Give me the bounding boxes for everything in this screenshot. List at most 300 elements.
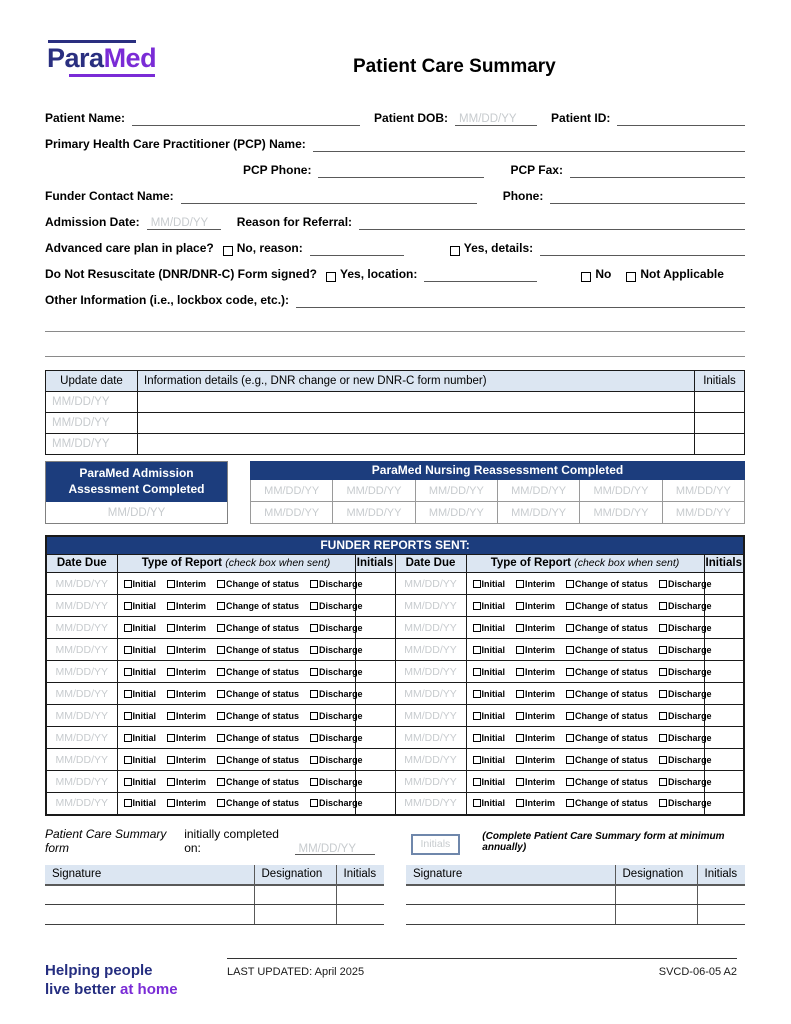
report-type-option (217, 601, 299, 611)
report-type-label: Interim (525, 754, 556, 765)
designation-cell[interactable] (254, 885, 336, 905)
report-type-checkbox[interactable] (473, 646, 481, 654)
dnr-question-label: Do Not Resuscitate (DNR/DNR-C) Form signed? (45, 267, 318, 282)
report-type-checkbox[interactable] (473, 690, 481, 698)
report-type-label: Initial (132, 798, 157, 809)
nursing-date-cell[interactable]: MM/DD/YY (415, 502, 497, 524)
report-type-checkbox[interactable] (217, 580, 225, 588)
signature-table-body (45, 885, 384, 925)
report-type-checkbox[interactable] (217, 646, 225, 654)
report-type-checkbox[interactable] (516, 668, 524, 676)
report-type-checkbox[interactable] (167, 734, 175, 742)
report-type-checkbox[interactable] (473, 580, 481, 588)
report-type-checkbox[interactable] (659, 756, 667, 764)
report-type-checkbox[interactable] (124, 756, 132, 764)
date-placeholder: MM/DD/YY (150, 217, 209, 229)
designation-cell[interactable] (615, 885, 697, 905)
report-type-checkbox[interactable] (516, 712, 524, 720)
report-type-checkbox[interactable] (473, 756, 481, 764)
report-type-checkbox[interactable] (217, 602, 225, 610)
report-type-checkbox[interactable] (473, 712, 481, 720)
admission-date-input[interactable] (147, 216, 221, 230)
report-type-label: Interim (176, 578, 207, 589)
report-type-option (310, 711, 363, 721)
other-information-continuation-line[interactable] (45, 356, 745, 357)
admission-assessment-title: ParaMed Admission Assessment Completed (46, 462, 227, 502)
report-type-checkbox[interactable] (310, 668, 318, 676)
report-type-checkbox[interactable] (473, 799, 481, 807)
signature-header-row (406, 865, 745, 885)
document-code: SVCD-06-05 A2 (658, 966, 737, 978)
date-due-cell[interactable]: MM/DD/YY (395, 793, 466, 815)
report-type-checkbox[interactable] (124, 690, 132, 698)
report-type-label: Change of status (575, 644, 649, 655)
report-type-label: Interim (176, 644, 207, 655)
report-type-label: Initial (481, 732, 506, 743)
nursing-date-cell[interactable]: MM/DD/YY (251, 480, 333, 502)
funder-table-row (46, 617, 744, 639)
report-type-checkbox[interactable] (124, 799, 132, 807)
logo-part-para: Para (47, 43, 104, 73)
report-type-option (566, 777, 648, 787)
report-type-cell (466, 683, 712, 705)
report-type-label: Change of status (226, 644, 300, 655)
report-type-label: Initial (132, 644, 157, 655)
update-details-cell[interactable] (138, 413, 695, 434)
report-type-checkbox[interactable] (167, 580, 175, 588)
report-type-checkbox[interactable] (516, 602, 524, 610)
yes-checkbox[interactable] (450, 246, 460, 256)
initials-cell[interactable] (336, 885, 384, 905)
report-type-label: Change of status (575, 754, 649, 765)
report-type-checkbox[interactable] (124, 624, 132, 632)
report-type-option (516, 798, 555, 808)
report-type-option (566, 645, 648, 655)
report-type-label: Change of status (226, 578, 300, 589)
report-type-checkbox[interactable] (217, 756, 225, 764)
date-due-cell[interactable]: MM/DD/YY (395, 639, 466, 661)
report-type-label: Change of status (226, 732, 300, 743)
report-type-checkbox[interactable] (167, 756, 175, 764)
date-placeholder: MM/DD/YY (298, 842, 357, 855)
no-reason-input[interactable] (310, 242, 404, 256)
report-type-checkbox[interactable] (516, 734, 524, 742)
report-type-checkbox[interactable] (124, 668, 132, 676)
report-type-checkbox[interactable] (659, 668, 667, 676)
report-type-cell (466, 705, 712, 727)
funder-phone-input[interactable] (550, 190, 745, 204)
report-type-checkbox[interactable] (167, 668, 175, 676)
report-type-checkbox[interactable] (473, 624, 481, 632)
report-type-checkbox[interactable] (566, 646, 574, 654)
report-type-checkbox[interactable] (167, 624, 175, 632)
reason-for-referral-label: Reason for Referral: (236, 215, 353, 230)
report-type-checkbox[interactable] (167, 646, 175, 654)
report-type-checkbox[interactable] (659, 734, 667, 742)
nursing-date-cell[interactable]: MM/DD/YY (580, 502, 662, 524)
report-type-cell (117, 749, 363, 771)
report-type-label: Change of status (575, 600, 649, 611)
report-type-checkbox[interactable] (310, 734, 318, 742)
report-type-checkbox[interactable] (217, 624, 225, 632)
report-type-checkbox[interactable] (217, 734, 225, 742)
nursing-date-cell[interactable]: MM/DD/YY (497, 502, 579, 524)
report-type-label: Change of status (575, 666, 649, 677)
report-type-checkbox[interactable] (167, 690, 175, 698)
report-type-checkbox[interactable] (659, 646, 667, 654)
report-type-label: Initial (481, 600, 506, 611)
report-type-cell (466, 749, 712, 771)
report-type-checkbox[interactable] (566, 712, 574, 720)
report-type-option (566, 667, 648, 677)
page-title: Patient Care Summary (353, 56, 556, 77)
report-type-checkbox[interactable] (566, 690, 574, 698)
report-type-checkbox[interactable] (566, 668, 574, 676)
report-type-option (516, 689, 555, 699)
nursing-reassessment-table (250, 461, 745, 524)
funder-phone-label: Phone: (502, 189, 544, 204)
report-type-checkbox[interactable] (167, 602, 175, 610)
report-type-option (217, 579, 299, 589)
report-type-checkbox[interactable] (566, 778, 574, 786)
funder-table-row (46, 727, 744, 749)
date-due-cell[interactable]: MM/DD/YY (395, 771, 466, 793)
pcp-phone-input[interactable] (318, 164, 484, 178)
report-type-checkbox[interactable] (310, 602, 318, 610)
date-due-cell[interactable]: MM/DD/YY (46, 573, 117, 595)
report-type-checkbox[interactable] (516, 580, 524, 588)
report-type-label: Initial (481, 798, 506, 809)
nursing-date-cell[interactable]: MM/DD/YY (497, 480, 579, 502)
other-information-input[interactable] (296, 294, 745, 308)
report-type-checkbox[interactable] (167, 712, 175, 720)
report-type-label: Change of status (575, 710, 649, 721)
yes-details-input[interactable] (540, 242, 745, 256)
admission-assessment-date-cell[interactable]: MM/DD/YY (107, 507, 166, 520)
report-type-label: Interim (176, 754, 207, 765)
report-type-checkbox[interactable] (659, 799, 667, 807)
report-type-checkbox[interactable] (659, 690, 667, 698)
report-type-checkbox[interactable] (473, 778, 481, 786)
report-type-option (566, 733, 648, 743)
update-details-cell[interactable] (138, 392, 695, 413)
designation-header: Designation (615, 865, 697, 885)
funder-table-row (46, 595, 744, 617)
date-due-cell[interactable]: MM/DD/YY (395, 749, 466, 771)
nursing-date-cell[interactable]: MM/DD/YY (333, 480, 415, 502)
report-type-option (473, 579, 506, 589)
report-type-cell (117, 683, 363, 705)
date-due-cell[interactable]: MM/DD/YY (46, 683, 117, 705)
date-due-cell[interactable]: MM/DD/YY (46, 617, 117, 639)
initially-completed-date-input[interactable] (295, 841, 375, 855)
report-type-option (217, 777, 299, 787)
patient-dob-input[interactable] (455, 112, 537, 126)
report-type-checkbox[interactable] (516, 646, 524, 654)
update-table-header-row (46, 371, 745, 392)
update-table-body (46, 392, 745, 455)
report-type-option (217, 623, 299, 633)
report-type-option (566, 798, 648, 808)
report-type-checkbox[interactable] (124, 734, 132, 742)
report-type-cell (466, 661, 712, 683)
date-due-cell[interactable]: MM/DD/YY (46, 705, 117, 727)
report-type-label: Discharge (668, 754, 712, 765)
report-type-checkbox[interactable] (124, 646, 132, 654)
report-type-option (124, 623, 157, 633)
report-type-label: Discharge (668, 578, 712, 589)
reason-for-referral-input[interactable] (359, 216, 745, 230)
not-applicable-checkbox[interactable] (626, 272, 636, 282)
update-date-header: Update date (46, 371, 138, 392)
initials-cell[interactable] (697, 885, 745, 905)
report-type-label: Discharge (319, 732, 363, 743)
initials-cell[interactable] (697, 905, 745, 925)
funder-reports-table (45, 535, 745, 816)
information-details-header: Information details (e.g., DNR change or new DNR-C form number) (138, 371, 695, 392)
advanced-care-plan-label: Advanced care plan in place? (45, 241, 214, 256)
report-type-option (217, 689, 299, 699)
report-type-option (566, 601, 648, 611)
report-type-label: Interim (525, 776, 556, 787)
yes-location-label: Yes, location: (340, 267, 418, 282)
report-type-checkbox[interactable] (217, 799, 225, 807)
report-type-option (473, 689, 506, 699)
report-type-label: Initial (481, 710, 506, 721)
report-type-option (124, 645, 157, 655)
report-type-option (124, 601, 157, 611)
report-type-label: Interim (525, 644, 556, 655)
report-type-option (516, 645, 555, 655)
report-type-checkbox[interactable] (310, 690, 318, 698)
report-type-label: Interim (176, 688, 207, 699)
report-type-label: Change of status (575, 578, 649, 589)
date-due-cell[interactable]: MM/DD/YY (46, 771, 117, 793)
report-type-checkbox[interactable] (566, 602, 574, 610)
date-due-cell[interactable]: MM/DD/YY (395, 573, 466, 595)
report-type-label: Change of status (226, 622, 300, 633)
pcp-name-input[interactable] (313, 138, 745, 152)
date-due-cell[interactable]: MM/DD/YY (395, 661, 466, 683)
date-due-cell[interactable]: MM/DD/YY (46, 727, 117, 749)
dnr-no-checkbox[interactable] (581, 272, 591, 282)
report-type-label: Initial (132, 754, 157, 765)
report-type-option (217, 711, 299, 721)
date-due-cell[interactable]: MM/DD/YY (395, 727, 466, 749)
report-type-option (659, 601, 712, 611)
signature-cell[interactable] (45, 905, 254, 925)
report-type-option (124, 798, 157, 808)
report-type-checkbox[interactable] (124, 580, 132, 588)
designation-cell[interactable] (254, 905, 336, 925)
report-type-label: Discharge (319, 688, 363, 699)
page-header (45, 0, 745, 100)
update-date-cell[interactable]: MM/DD/YY (46, 392, 138, 413)
report-type-label: Interim (176, 622, 207, 633)
report-type-cell (117, 771, 363, 793)
report-type-option (124, 733, 157, 743)
report-type-option (473, 623, 506, 633)
report-type-checkbox[interactable] (566, 734, 574, 742)
report-type-checkbox[interactable] (124, 712, 132, 720)
report-type-option (516, 777, 555, 787)
update-date-cell[interactable]: MM/DD/YY (46, 434, 138, 455)
date-due-cell[interactable]: MM/DD/YY (46, 793, 117, 815)
update-date-cell[interactable]: MM/DD/YY (46, 413, 138, 434)
signature-row (45, 905, 384, 925)
report-type-label: Change of status (226, 798, 300, 809)
report-type-label: Interim (525, 732, 556, 743)
update-initials-cell[interactable] (695, 392, 745, 413)
report-type-checkbox[interactable] (310, 624, 318, 632)
nursing-date-cell[interactable]: MM/DD/YY (251, 502, 333, 524)
pcp-fax-label: PCP Fax: (510, 163, 563, 178)
nursing-date-cell[interactable]: MM/DD/YY (662, 480, 744, 502)
report-type-label: Change of status (226, 754, 300, 765)
report-type-option (124, 777, 157, 787)
signature-cell[interactable] (406, 905, 615, 925)
field-row (45, 268, 745, 282)
nursing-date-cell[interactable]: MM/DD/YY (580, 480, 662, 502)
no-checkbox[interactable] (223, 246, 233, 256)
signature-table-body (406, 885, 745, 925)
report-type-option (473, 711, 506, 721)
report-type-checkbox[interactable] (473, 734, 481, 742)
report-type-label: Initial (481, 754, 506, 765)
report-type-cell (117, 727, 363, 749)
pcp-fax-input[interactable] (570, 164, 745, 178)
report-type-checkbox[interactable] (310, 712, 318, 720)
report-type-checkbox[interactable] (566, 756, 574, 764)
admission-assessment-box (45, 461, 228, 524)
report-type-label: Initial (481, 776, 506, 787)
tagline-line2: live better at home (45, 980, 178, 998)
date-due-cell[interactable]: MM/DD/YY (395, 683, 466, 705)
field-row (45, 294, 745, 308)
date-due-cell[interactable]: MM/DD/YY (395, 595, 466, 617)
signature-table-right (406, 865, 745, 926)
other-information-continuation-line[interactable] (45, 331, 745, 332)
initials-box-input[interactable]: Initials (411, 834, 461, 855)
report-type-checkbox[interactable] (659, 602, 667, 610)
funder-column-header-row (46, 555, 744, 573)
signature-cell[interactable] (45, 885, 254, 905)
signature-cell[interactable] (406, 885, 615, 905)
dnr-yes-checkbox[interactable] (326, 272, 336, 282)
report-type-label: Interim (176, 798, 207, 809)
nursing-date-cell[interactable]: MM/DD/YY (415, 480, 497, 502)
report-type-label: Initial (481, 622, 506, 633)
report-type-checkbox[interactable] (124, 602, 132, 610)
patient-id-input[interactable] (617, 112, 745, 126)
report-type-checkbox[interactable] (566, 799, 574, 807)
report-type-checkbox[interactable] (310, 799, 318, 807)
report-type-option (473, 645, 506, 655)
report-type-checkbox[interactable] (516, 799, 524, 807)
designation-cell[interactable] (615, 905, 697, 925)
report-type-label: Discharge (319, 754, 363, 765)
report-type-label: Interim (176, 732, 207, 743)
report-type-option (310, 623, 363, 633)
report-type-checkbox[interactable] (516, 756, 524, 764)
report-type-label: Change of status (575, 776, 649, 787)
date-due-cell[interactable]: MM/DD/YY (46, 595, 117, 617)
nursing-date-cell[interactable]: MM/DD/YY (333, 502, 415, 524)
report-type-label: Discharge (319, 798, 363, 809)
report-type-label: Change of status (575, 732, 649, 743)
report-type-option (167, 579, 206, 589)
report-type-checkbox[interactable] (516, 778, 524, 786)
nursing-table-row (251, 502, 745, 524)
report-type-checkbox[interactable] (124, 778, 132, 786)
signature-table-left (45, 865, 384, 926)
report-type-option (659, 711, 712, 721)
report-type-checkbox[interactable] (659, 712, 667, 720)
date-due-cell[interactable]: MM/DD/YY (395, 617, 466, 639)
report-type-option (516, 667, 555, 677)
update-details-cell[interactable] (138, 434, 695, 455)
funder-contact-name-label: Funder Contact Name: (45, 189, 174, 204)
date-due-header: Date Due (395, 555, 466, 573)
report-type-checkbox[interactable] (473, 668, 481, 676)
report-type-checkbox[interactable] (473, 602, 481, 610)
update-initials-cell[interactable] (695, 434, 745, 455)
report-type-checkbox[interactable] (217, 712, 225, 720)
report-type-checkbox[interactable] (167, 799, 175, 807)
report-type-checkbox[interactable] (310, 756, 318, 764)
funder-table-row (46, 661, 744, 683)
not-applicable-label: Not Applicable (640, 267, 724, 282)
report-type-option (310, 601, 363, 611)
form-name-italic: Patient Care Summary form (45, 826, 167, 855)
funder-table-row (46, 749, 744, 771)
report-type-checkbox[interactable] (516, 624, 524, 632)
report-type-checkbox[interactable] (167, 778, 175, 786)
report-type-checkbox[interactable] (217, 778, 225, 786)
report-type-checkbox[interactable] (310, 778, 318, 786)
report-type-checkbox[interactable] (217, 668, 225, 676)
report-type-checkbox[interactable] (566, 624, 574, 632)
report-type-option (167, 601, 206, 611)
report-type-option (217, 755, 299, 765)
nursing-date-cell[interactable]: MM/DD/YY (662, 502, 744, 524)
date-due-cell[interactable]: MM/DD/YY (46, 661, 117, 683)
initials-cell[interactable] (336, 905, 384, 925)
update-initials-cell[interactable] (695, 413, 745, 434)
report-type-option (167, 667, 206, 677)
date-due-cell[interactable]: MM/DD/YY (46, 749, 117, 771)
report-type-label: Discharge (668, 776, 712, 787)
report-type-cell (466, 573, 712, 595)
report-type-checkbox[interactable] (659, 624, 667, 632)
report-type-checkbox[interactable] (217, 690, 225, 698)
report-type-checkbox[interactable] (659, 580, 667, 588)
funder-contact-name-input[interactable] (181, 190, 477, 204)
report-type-checkbox[interactable] (516, 690, 524, 698)
date-due-cell[interactable]: MM/DD/YY (46, 639, 117, 661)
report-type-checkbox[interactable] (310, 580, 318, 588)
report-type-checkbox[interactable] (566, 580, 574, 588)
type-of-report-header: Type of Report (check box when sent) (117, 555, 355, 573)
report-type-checkbox[interactable] (659, 778, 667, 786)
report-type-checkbox[interactable] (310, 646, 318, 654)
patient-info-section (45, 112, 745, 357)
patient-name-input[interactable] (132, 112, 360, 126)
pcp-phone-label: PCP Phone: (243, 163, 312, 178)
report-type-label: Discharge (319, 600, 363, 611)
date-due-cell[interactable]: MM/DD/YY (395, 705, 466, 727)
yes-location-input[interactable] (424, 268, 537, 282)
